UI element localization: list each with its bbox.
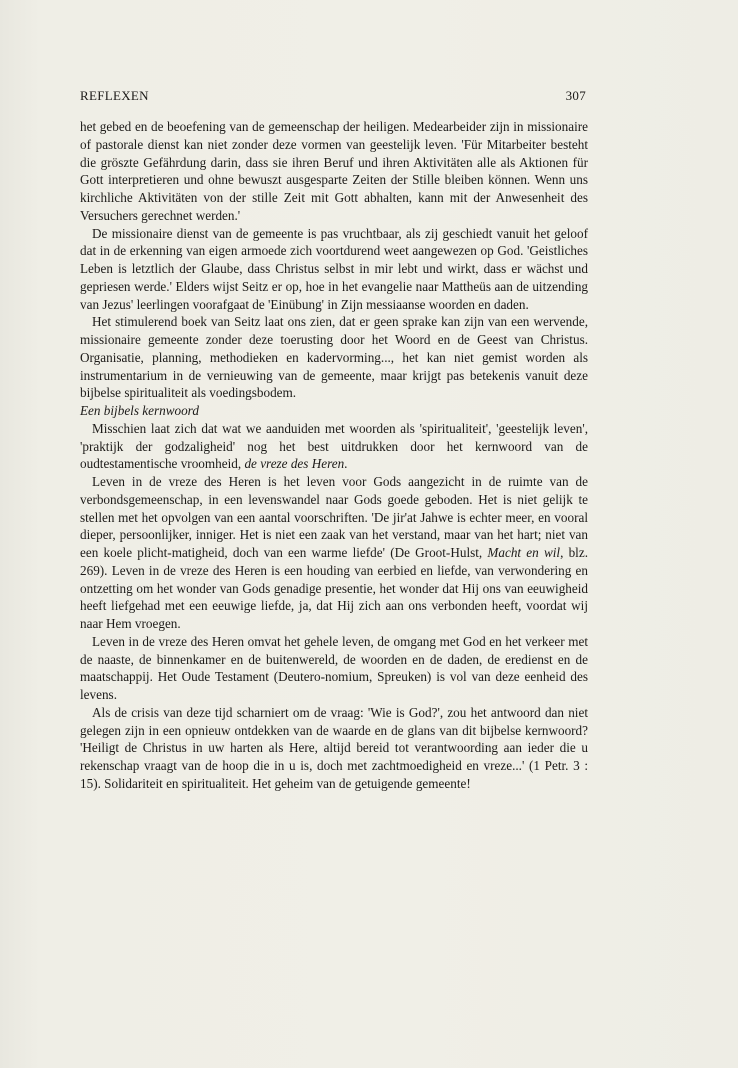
paragraph: De missionaire dienst van de gemeente is pas vruchtbaar, als zij geschiedt vanuit het geloof dat in de erkenning van eigen armoede zich voortdurend weet aangewezen op God. 'Geistliches Leben is letztlich der Glaube, dass Christus selbst in mir lebt und wirkt, dass er wächst und gepriesen werde.' Elders wijst Seitz er op, hoe in het evangelie naar Mattheüs aan de uitzending van Jezus' leerlingen voorafgaat de 'Einübung' in Zijn messiaanse woorden en daden. <box>80 225 588 312</box>
running-title: REFLEXEN <box>80 88 149 103</box>
page-number: 307 <box>565 88 586 103</box>
italic-term: de vreze des Heren <box>244 456 345 472</box>
paragraph: Het stimulerend boek van Seitz laat ons zien, dat er geen sprake kan zijn van een wervende, missionaire gemeente zonder deze toerusting door het Woord en de Geest van Christus. Organisatie, planning, methodieken en kadervorming..., het kan niet gemist worden als instrumentarium in de vernieuwing van de gemeente, maar krijgt pas betekenis vanuit deze bijbelse spiritualiteit als voedingsbodem. <box>80 314 588 401</box>
paragraph: Als de crisis van deze tijd scharniert om de vraag: 'Wie is God?', zou het antwoord dan niet gelegen zijn in een opnieuw ontdekken van de waarde en de glans van dit bijbelse kernwoord? 'Heiligt de Christus in uw harten als Here, altijd bereid tot verantwoording aan ieder die u rekenschap vraagt van de hoop die in u is, doch met zachtmoedigheid en vreze...' (1 Petr. 3 : 15). Solidariteit en spiritualiteit. Het geheim van de getuigende gemeente! <box>80 704 588 791</box>
paragraph-text: , blz. 269). Leven in de vreze des Heren is een houding van eerbied en liefde, van verwondering en ontzetting om het wonder van Gods genadige presentie, het wonder dat Hij ons van eeuwigheid heeft liefgehad met een eeuwige liefde, ja, dat Hij zich aan ons verbonden heeft, voordat wij naar Hem vroegen. <box>80 545 588 631</box>
body-text <box>80 118 588 793</box>
paragraph-text: . <box>344 456 348 472</box>
paragraph <box>80 420 588 473</box>
paragraph <box>80 473 588 633</box>
italic-citation: Macht en wil <box>487 545 561 560</box>
paragraph-text: Leven in de vreze des Heren is het leven voor Gods aangezicht in de ruimte van de verbondsgemeenschap, in een levenswandel naar Gods goede geboden. Het is niet gelijk te stellen met het opvolgen van een aantal voorschriften. 'De jir'at Jahwe is echter meer, en vooral dieper, persoonlijker, inniger. Het is niet een zaak van het verstand, maar van het hart; niet van een koele plicht-matigheid, doch van een warme liefde' (De Groot-Hulst, <box>80 474 588 560</box>
page-header <box>80 88 586 108</box>
paragraph-text: Misschien laat zich dat wat we aanduiden met woorden als 'spiritualiteit', 'geestelijk leven', 'praktijk der godzaligheid' nog het best uitdrukken door het kernwoord van de oudtestamentische vroomheid, <box>80 420 588 472</box>
paragraph: Leven in de vreze des Heren omvat het gehele leven, de omgang met God en het verkeer met de naaste, de binnenkamer en de buitenwereld, de woorden en de daden, de eredienst en de maatschappij. Het Oude Testament (Deutero-nomium, Spreuken) is vol van deze eenheid des levens. <box>80 633 588 702</box>
section-heading: Een bijbels kernwoord <box>80 403 199 418</box>
paragraph: het gebed en de beoefening van de gemeenschap der heiligen. Medearbeider zijn in missionaire of pastorale dienst kan niet zonder deze vormen van geestelijk leven. 'Für Mitarbeiter besteht die gröszte Gefährdung darin, dass sie ihren Beruf und ihren Aktivitäten alle als Aktionen für Gott interpretieren und ohne bewuszt ausgesparte Zeiten der Stille bleiben können. Wenn uns kirchliche Aktivitäten von der stille Zeit mit Gott abhalten, kann mit der Anwesenheit des Versuchers gerechnet werden.' <box>80 119 588 223</box>
